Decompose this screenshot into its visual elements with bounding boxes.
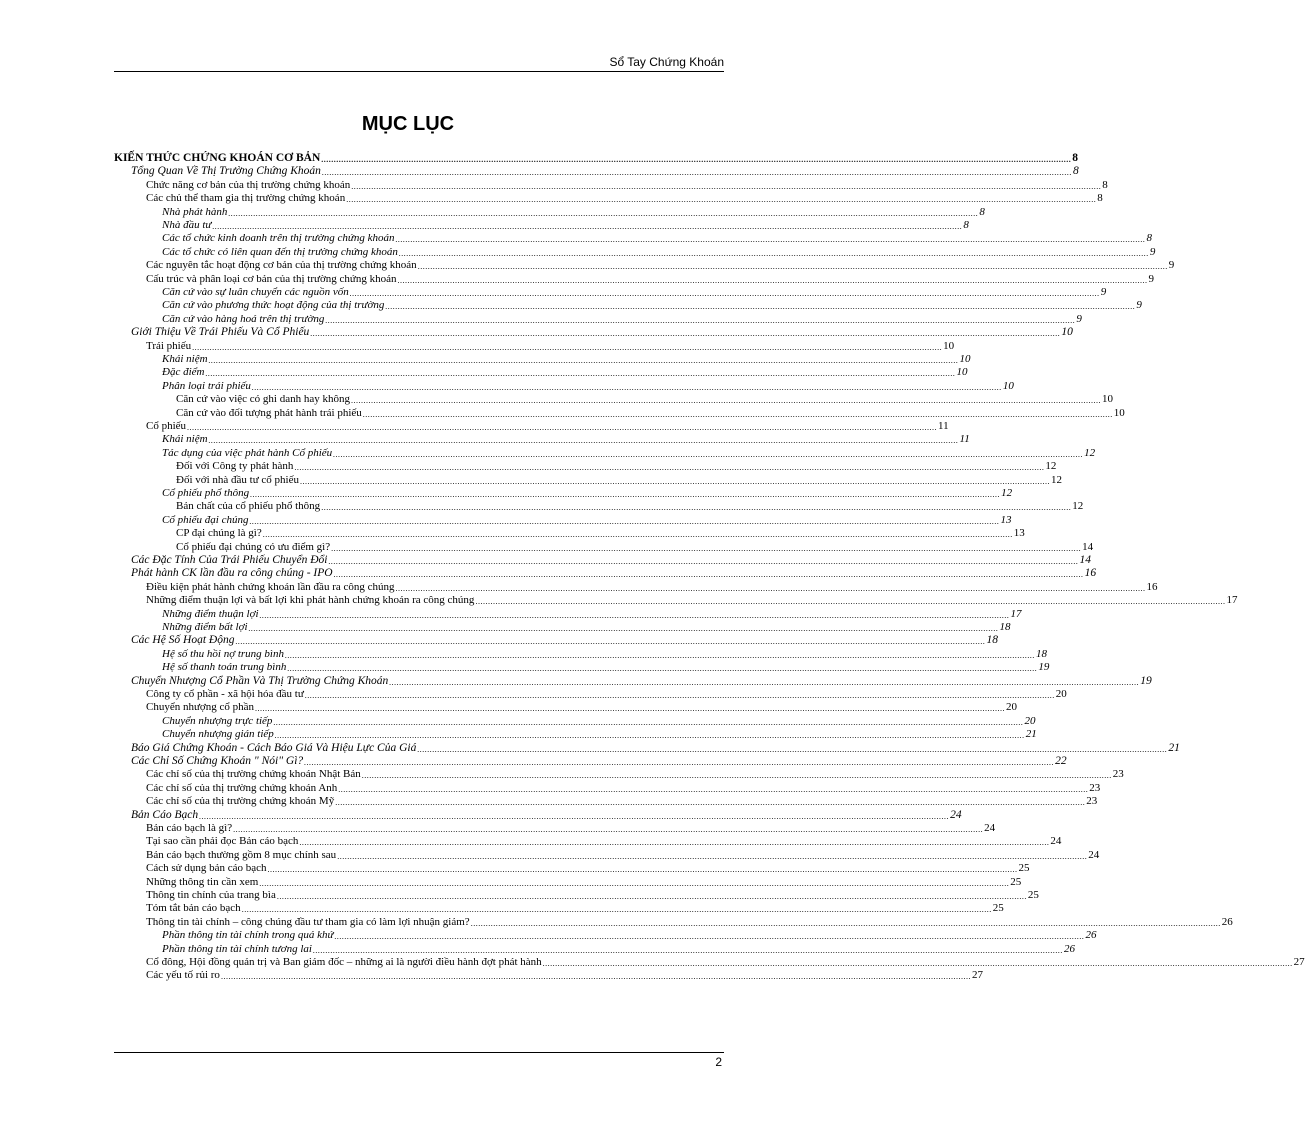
toc-leader-dots: ............................................................................................................................................................................................................................................................................................................ [333, 570, 1084, 580]
toc-leader-dots: ............................................................................................................................................................................................................................................................................................................ [267, 865, 1018, 875]
toc-entry-page: 12 [1084, 446, 1096, 459]
toc-entry-page: 9 [1149, 245, 1156, 258]
toc-leader-dots: ............................................................................................................................................................................................................................................................................................................ [542, 959, 1293, 968]
toc-entry-level-3[interactable] [146, 848, 1100, 862]
toc-entry-page: 12 [1045, 460, 1057, 473]
toc-entry-page: 27 [971, 969, 983, 982]
toc-entry-level-3[interactable] [146, 835, 1062, 848]
toc-entry-title: Căn cứ vào việc có ghi danh hay không [176, 393, 350, 406]
toc-leader-dots: ............................................................................................................................................................................................................................................................................................................ [299, 476, 1050, 486]
toc-entry-title: Căn cứ vào đối tượng phát hành trái phiếu [176, 406, 362, 419]
toc-entry-page: 8 [1097, 192, 1103, 205]
toc-entry-page: 10 [1002, 379, 1014, 392]
toc-entry-level-5[interactable] [176, 527, 1025, 540]
toc-leader-dots: ............................................................................................................................................................................................................................................................................................................ [284, 650, 1035, 660]
toc-entry-level-3[interactable] [146, 768, 1124, 781]
toc-entry-title: Thông tin tài chính – công chúng đầu tư tham gia có làm lợi nhuận giảm? [146, 915, 470, 928]
toc-entry-title: Tổng Quan Về Thị Trường Chứng Khoán [131, 165, 321, 178]
toc-leader-dots: ............................................................................................................................................................................................................................................................................................................ [259, 878, 1010, 888]
toc-entry-level-3[interactable] [146, 902, 1004, 915]
toc-entry-page: 12 [1001, 487, 1013, 499]
toc-entry-title: Các chủ thể tham gia thị trường chứng khoán [146, 192, 346, 205]
toc-leader-dots: ............................................................................................................................................................................................................................................................................................................ [294, 463, 1045, 473]
toc-entry-title: Tóm tắt bản cáo bạch [146, 902, 241, 915]
toc-entry-title: Khái niệm [162, 433, 208, 446]
toc-entry-level-4[interactable] [162, 929, 1097, 942]
toc-entry-page: 19 [1140, 674, 1152, 687]
toc-entry-level-3[interactable] [146, 192, 1103, 205]
toc-leader-dots: ............................................................................................................................................................................................................................................................................................................ [349, 289, 1100, 298]
toc-leader-dots: ............................................................................................................................................................................................................................................................................................................ [299, 838, 1050, 848]
toc-entry-page: 20 [1006, 701, 1018, 714]
toc-entry-level-3[interactable] [146, 956, 1305, 969]
toc-leader-dots: ............................................................................................................................................................................................................................................................................................................ [228, 208, 979, 218]
toc-entry-page: 8 [979, 205, 985, 218]
toc-entry-title: Chức năng cơ bản của thị trường chứng khoán [146, 178, 351, 191]
toc-entry-page: 16 [1146, 580, 1158, 593]
toc-entry-title: Các chỉ số của thị trường chứng khoán Anh [146, 781, 338, 794]
toc-entry-title: Cổ đông, Hội đồng quản trị và Ban giám đốc – những ai là người điều hành đợt phát hành [146, 956, 542, 968]
toc-entry-title: Căn cứ vào sự luân chuyển các nguồn vốn [162, 286, 349, 298]
toc-entry-page: 19 [1038, 661, 1050, 674]
toc-entry-page: 20 [1024, 714, 1036, 727]
toc-entry-level-3[interactable] [146, 822, 996, 835]
toc-entry-page: 21 [1025, 728, 1037, 741]
toc-entry-title: Nhà phát hành [162, 205, 228, 218]
toc-entry-level-2[interactable] [131, 741, 1180, 755]
page-title: MỤC LỤC [361, 113, 455, 135]
toc-leader-dots: ............................................................................................................................................................................................................................................................................................................ [304, 691, 1055, 700]
toc-entry-title: Các tổ chức có liên quan đến thị trường chứng khoán [162, 245, 398, 258]
toc-entry-title: Khái niệm [162, 353, 208, 365]
toc-leader-dots: ............................................................................................................................................................................................................................................................................................................ [385, 302, 1136, 312]
toc-entry-page: 10 [1113, 406, 1125, 419]
toc-leader-dots: ............................................................................................................................................................................................................................................................................................................ [361, 771, 1112, 781]
toc-leader-dots: ............................................................................................................................................................................................................................................................................................................ [337, 851, 1088, 861]
toc-entry-page: 22 [1055, 755, 1067, 767]
toc-entry-title: Bản cáo bạch thường gồm 8 mục chính sau [146, 848, 337, 861]
toc-entry-level-3[interactable] [146, 862, 1030, 875]
toc-entry-level-3[interactable] [146, 795, 1098, 808]
toc-entry-level-3[interactable] [146, 594, 1238, 607]
toc-entry-level-4[interactable] [162, 942, 1075, 956]
toc-entry-page: 23 [1086, 795, 1098, 808]
toc-entry-page: 10 [1061, 326, 1073, 339]
toc-leader-dots: ............................................................................................................................................................................................................................................................................................................ [255, 704, 1006, 714]
toc-leader-dots: ............................................................................................................................................................................................................................................................................................................ [199, 811, 950, 821]
toc-leader-dots: ............................................................................................................................................................................................................................................................................................................ [331, 543, 1082, 553]
toc-entry-page: 23 [1112, 768, 1124, 781]
toc-leader-dots: ............................................................................................................................................................................................................................................................................................................ [212, 222, 963, 231]
toc-entry-level-4[interactable] [162, 232, 1153, 245]
toc-leader-dots: ............................................................................................................................................................................................................................................................................................................ [205, 369, 956, 379]
toc-entry-level-4[interactable] [162, 513, 1012, 527]
toc-leader-dots: ............................................................................................................................................................................................................................................................................................................ [248, 624, 999, 633]
toc-entry-title: Các Đặc Tính Của Trái Phiếu Chuyển Đổi [131, 554, 328, 566]
toc-leader-dots: ............................................................................................................................................................................................................................................................................................................ [417, 744, 1168, 754]
toc-entry-title: Chuyển nhượng trực tiếp [162, 714, 273, 727]
toc-entry-title: Chuyển nhượng cổ phần [146, 701, 255, 714]
toc-leader-dots: ............................................................................................................................................................................................................................................................................................................ [220, 972, 971, 982]
toc-leader-dots: ............................................................................................................................................................................................................................................................................................................ [389, 677, 1140, 687]
toc-entry-title: Phần thông tin tài chính tương lai [162, 942, 312, 955]
toc-entry-title: CP đại chúng là gì? [176, 527, 262, 540]
toc-leader-dots: ............................................................................................................................................................................................................................................................................................................ [262, 530, 1013, 540]
toc-entry-page: 9 [1100, 286, 1107, 298]
toc-leader-dots: ............................................................................................................................................................................................................................................................................................................ [334, 932, 1085, 942]
toc-entry-title: Những điểm thuận lợi [162, 607, 259, 620]
toc-leader-dots: ............................................................................................................................................................................................................................................................................................................ [276, 892, 1027, 901]
toc-entry-title: Đối với nhà đầu tư cổ phiếu [176, 473, 299, 486]
toc-entry-page: 11 [959, 433, 970, 446]
toc-entry-page: 8 [1072, 165, 1079, 178]
toc-entry-level-3[interactable] [146, 701, 1018, 714]
page-number: 2 [715, 1055, 722, 1069]
toc-leader-dots: ............................................................................................................................................................................................................................................................................................................ [187, 423, 938, 432]
toc-entry-title: Các chỉ số của thị trường chứng khoán Mỹ [146, 795, 335, 808]
toc-entry-level-5[interactable] [176, 540, 1094, 554]
toc-entry-page: 8 [1072, 152, 1079, 164]
toc-entry-page: 14 [1079, 554, 1091, 566]
toc-leader-dots: ............................................................................................................................................................................................................................................................................................................ [350, 396, 1101, 406]
toc-entry-page: 9 [1148, 272, 1155, 285]
toc-entry-title: Trái phiếu [146, 339, 192, 352]
toc-leader-dots: ............................................................................................................................................................................................................................................................................................................ [321, 168, 1072, 178]
toc-entry-level-3[interactable] [146, 339, 955, 353]
toc-entry-title: Cách sử dụng bản cáo bạch [146, 862, 267, 875]
toc-entry-page: 12 [1050, 473, 1062, 486]
toc-entry-level-4[interactable] [162, 728, 1037, 741]
toc-leader-dots: ............................................................................................................................................................................................................................................................................................................ [241, 905, 992, 915]
toc-entry-title: Bản Cáo Bạch [131, 808, 199, 821]
toc-entry-page: 24 [950, 808, 962, 821]
toc-entry-level-2[interactable] [131, 554, 1091, 567]
header-rule [114, 71, 724, 72]
toc-entry-level-4[interactable] [162, 647, 1047, 661]
toc-leader-dots: ............................................................................................................................................................................................................................................................................................................ [321, 155, 1072, 164]
toc-entry-page: 25 [1010, 875, 1022, 888]
toc-entry-level-4[interactable] [162, 219, 969, 232]
toc-entry-title: Công ty cổ phần - xã hội hóa đầu tư [146, 688, 304, 700]
toc-leader-dots: ............................................................................................................................................................................................................................................................................................................ [470, 918, 1221, 928]
toc-entry-page: 14 [1082, 540, 1094, 553]
toc-entry-level-4[interactable] [162, 714, 1036, 728]
toc-entry-page: 13 [1013, 527, 1025, 540]
toc-entry-level-3[interactable] [146, 420, 949, 433]
toc-leader-dots: ............................................................................................................................................................................................................................................................................................................ [328, 557, 1079, 566]
toc-leader-dots: ............................................................................................................................................................................................................................................................................................................ [346, 195, 1097, 205]
toc-entry-page: 8 [1146, 232, 1153, 245]
toc-entry-page: 26 [1063, 942, 1075, 955]
toc-entry-level-2[interactable] [131, 808, 962, 822]
toc-leader-dots: ............................................................................................................................................................................................................................................................................................................ [208, 356, 959, 365]
toc-leader-dots: ............................................................................................................................................................................................................................................................................................................ [321, 503, 1072, 513]
toc-entry-level-2[interactable] [131, 634, 998, 647]
toc-entry-title: Điều kiện phát hành chứng khoán lần đầu ra công chúng [146, 580, 395, 593]
toc-leader-dots: ............................................................................................................................................................................................................................................................................................................ [251, 382, 1002, 392]
toc-entry-level-4[interactable] [162, 299, 1142, 312]
toc-entry-page: 8 [963, 219, 969, 231]
toc-entry-level-1[interactable] [114, 152, 1079, 165]
toc-entry-title: Những thông tin cần xem [146, 875, 259, 888]
toc-entry-level-5[interactable] [176, 460, 1057, 473]
toc-entry-title: Những điểm thuận lợi và bất lợi khi phát hành chứng khoán ra công chúng [146, 594, 475, 607]
toc-leader-dots: ............................................................................................................................................................................................................................................................................................................ [259, 610, 1010, 620]
toc-leader-dots: ............................................................................................................................................................................................................................................................................................................ [233, 825, 984, 834]
toc-entry-level-5[interactable] [176, 500, 1084, 513]
toc-entry-page: 12 [1072, 500, 1084, 513]
running-header: Sổ Tay Chứng Khoán [609, 55, 724, 69]
toc-entry-title: Các nguyên tắc hoạt động cơ bản của thị trường chứng khoán [146, 259, 417, 272]
toc-entry-page: 10 [959, 353, 971, 365]
toc-entry-level-4[interactable] [162, 661, 1050, 674]
toc-entry-level-4[interactable] [162, 353, 971, 366]
toc-entry-title: Phân loại trái phiếu [162, 379, 251, 392]
toc-entry-level-2[interactable] [131, 755, 1067, 768]
toc-entry-title: Căn cứ vào phương thức hoạt động của thị trường [162, 299, 385, 312]
toc-entry-page: 18 [999, 621, 1011, 633]
toc-entry-title: Chuyển Nhượng Cổ Phần Và Thị Trường Chứng Khoán [131, 674, 389, 687]
toc-leader-dots: ............................................................................................................................................................................................................................................................................................................ [304, 758, 1055, 767]
toc-entry-level-3[interactable] [146, 580, 1158, 594]
toc-entry-page: 11 [938, 420, 949, 432]
toc-entry-title: Tại sao cần phải đọc Bản cáo bạch [146, 835, 299, 848]
toc-entry-title: Thông tin chính của trang bìa [146, 889, 276, 901]
toc-entry-level-3[interactable] [146, 889, 1039, 902]
toc-leader-dots: ............................................................................................................................................................................................................................................................................................................ [417, 262, 1168, 272]
toc-entry-page: 20 [1055, 688, 1067, 700]
toc-entry-page: 18 [1035, 647, 1047, 660]
toc-entry-title: Đối với Công ty phát hành [176, 460, 294, 473]
toc-entry-page: 16 [1084, 567, 1097, 580]
toc-entry-page: 9 [1076, 312, 1082, 325]
toc-leader-dots: ............................................................................................................................................................................................................................................................................................................ [208, 436, 959, 446]
toc-entry-level-3[interactable] [146, 688, 1067, 701]
toc-entry-page: 17 [1010, 607, 1022, 620]
toc-entry-title: Cổ phiếu [146, 420, 187, 432]
toc-entry-page: 18 [986, 634, 998, 647]
toc-entry-title: Cổ phiếu đại chúng [162, 513, 249, 526]
toc-leader-dots: ............................................................................................................................................................................................................................................................................................................ [395, 583, 1146, 593]
toc-entry-title: Các Chỉ Số Chứng Khoán " Nói" Gì? [131, 755, 304, 767]
toc-leader-dots: ............................................................................................................................................................................................................................................................................................................ [351, 181, 1102, 191]
toc-entry-level-4[interactable] [162, 446, 1096, 460]
toc-entry-page: 26 [1221, 915, 1233, 928]
toc-entry-title: Các chỉ số của thị trường chứng khoán Nhật Bản [146, 768, 361, 781]
toc-entry-page: 10 [956, 366, 968, 379]
toc-entry-title: Bản cáo bạch là gì? [146, 822, 233, 834]
toc-entry-level-5[interactable] [176, 406, 1125, 420]
toc-entry-title: Cổ phiếu đại chúng có ưu điểm gì? [176, 540, 331, 553]
toc-leader-dots: ............................................................................................................................................................................................................................................................................................................ [362, 409, 1113, 419]
toc-entry-page: 13 [1000, 513, 1012, 526]
toc-entry-level-4[interactable] [162, 366, 968, 379]
toc-entry-title: KIẾN THỨC CHỨNG KHOÁN CƠ BẢN [114, 152, 321, 164]
toc-entry-page: 25 [1027, 889, 1039, 901]
footer-rule [114, 1052, 724, 1053]
toc-entry-page: 24 [1050, 835, 1062, 848]
toc-entry-page: 9 [1136, 299, 1142, 312]
toc-entry-level-2[interactable] [131, 165, 1079, 178]
toc-entry-level-4[interactable] [162, 286, 1107, 299]
toc-entry-title: Các Hệ Số Hoạt Động [131, 634, 235, 647]
toc-entry-page: 23 [1089, 781, 1101, 794]
toc-entry-title: Các tổ chức kinh doanh trên thị trường chứng khoán [162, 232, 395, 245]
toc-leader-dots: ............................................................................................................................................................................................................................................................................................................ [338, 784, 1089, 794]
toc-entry-level-4[interactable] [162, 205, 985, 219]
toc-entry-title: Các yếu tố rủi ro [146, 969, 220, 982]
toc-leader-dots: ............................................................................................................................................................................................................................................................................................................ [333, 449, 1084, 459]
toc-entry-page: 10 [1101, 393, 1113, 406]
toc-entry-title: Báo Giá Chứng Khoán - Cách Báo Giá Và Hiệu Lực Của Giá [131, 741, 417, 754]
toc-leader-dots: ............................................................................................................................................................................................................................................................................................................ [312, 945, 1063, 955]
toc-entry-level-5[interactable] [176, 393, 1113, 406]
toc-leader-dots: ............................................................................................................................................................................................................................................................................................................ [250, 490, 1001, 499]
toc-entry-title: Đặc điểm [162, 366, 205, 379]
toc-entry-level-2[interactable] [131, 567, 1097, 580]
toc-entry-title: Cấu trúc và phân loại cơ bản của thị trường chứng khoán [146, 272, 397, 285]
toc-entry-level-3[interactable] [146, 875, 1022, 889]
toc-leader-dots: ............................................................................................................................................................................................................................................................................................................ [273, 717, 1024, 727]
toc-entry-page: 24 [1088, 848, 1100, 861]
toc-entry-page: 9 [1168, 259, 1175, 272]
toc-entry-page: 8 [1102, 178, 1108, 191]
toc-entry-level-4[interactable] [162, 607, 1022, 621]
toc-entry-title: Hệ số thu hồi nợ trung bình [162, 647, 284, 660]
toc-leader-dots: ............................................................................................................................................................................................................................................................................................................ [335, 798, 1086, 808]
toc-entry-level-4[interactable] [162, 379, 1014, 393]
toc-entry-title: Tác dụng của việc phát hành Cổ phiếu [162, 446, 333, 459]
toc-entry-level-4[interactable] [162, 487, 1013, 500]
toc-leader-dots: ............................................................................................................................................................................................................................................................................................................ [398, 248, 1149, 258]
toc-entry-page: 24 [984, 822, 996, 834]
toc-entry-page: 10 [943, 339, 955, 352]
toc-entry-level-4[interactable] [162, 433, 970, 446]
toc-entry-level-2[interactable] [131, 326, 1073, 339]
toc-leader-dots: ............................................................................................................................................................................................................................................................................................................ [397, 275, 1148, 285]
toc-leader-dots: ............................................................................................................................................................................................................................................................................................................ [192, 342, 943, 352]
toc-entry-page: 21 [1168, 741, 1180, 754]
toc-entry-title: Căn cứ vào hàng hoá trên thị trường [162, 312, 325, 325]
toc-leader-dots: ............................................................................................................................................................................................................................................................................................................ [325, 315, 1076, 325]
toc-entry-page: 27 [1293, 956, 1305, 968]
toc-entry-level-3[interactable] [146, 915, 1233, 929]
toc-entry-level-3[interactable] [146, 969, 983, 982]
toc-entry-title: Giới Thiệu Về Trái Phiếu Và Cổ Phiếu [131, 326, 310, 339]
toc-entry-page: 25 [1018, 862, 1030, 875]
toc-entry-level-3[interactable] [146, 259, 1175, 272]
toc-entry-title: Hệ số thanh toán trung bình [162, 661, 287, 674]
toc-entry-level-4[interactable] [162, 312, 1082, 326]
toc-leader-dots: ............................................................................................................................................................................................................................................................................................................ [395, 235, 1146, 245]
toc-leader-dots: ............................................................................................................................................................................................................................................................................................................ [287, 664, 1038, 674]
toc-leader-dots: ............................................................................................................................................................................................................................................................................................................ [235, 637, 986, 647]
toc-entry-title: Phát hành CK lần đầu ra công chúng - IPO [131, 567, 333, 580]
toc-entry-level-2[interactable] [131, 674, 1152, 688]
toc-entry-level-5[interactable] [176, 473, 1062, 487]
toc-entry-level-4[interactable] [162, 621, 1011, 634]
toc-leader-dots: ............................................................................................................................................................................................................................................................................................................ [310, 329, 1061, 339]
toc-leader-dots: ............................................................................................................................................................................................................................................................................................................ [475, 597, 1226, 607]
toc-entry-level-4[interactable] [162, 245, 1156, 259]
toc-entry-title: Bản chất của cổ phiếu phổ thông [176, 500, 321, 513]
toc-entry-title: Phần thông tin tài chính trong quá khứ [162, 929, 334, 942]
toc-entry-title: Chuyển nhượng gián tiếp [162, 728, 274, 741]
toc-entry-title: Những điểm bất lợi [162, 621, 248, 633]
toc-entry-level-3[interactable] [146, 781, 1101, 795]
toc-entry-title: Cổ phiếu phổ thông [162, 487, 250, 499]
toc-entry-level-3[interactable] [146, 272, 1155, 286]
toc-leader-dots: ............................................................................................................................................................................................................................................................................................................ [249, 516, 1000, 526]
toc-leader-dots: ............................................................................................................................................................................................................................................................................................................ [274, 731, 1025, 741]
toc-entry-page: 26 [1085, 929, 1097, 942]
toc-entry-level-3[interactable] [146, 178, 1108, 192]
toc-entry-title: Nhà đầu tư [162, 219, 212, 231]
toc-entry-page: 25 [992, 902, 1004, 915]
toc-entry-page: 17 [1226, 594, 1238, 607]
